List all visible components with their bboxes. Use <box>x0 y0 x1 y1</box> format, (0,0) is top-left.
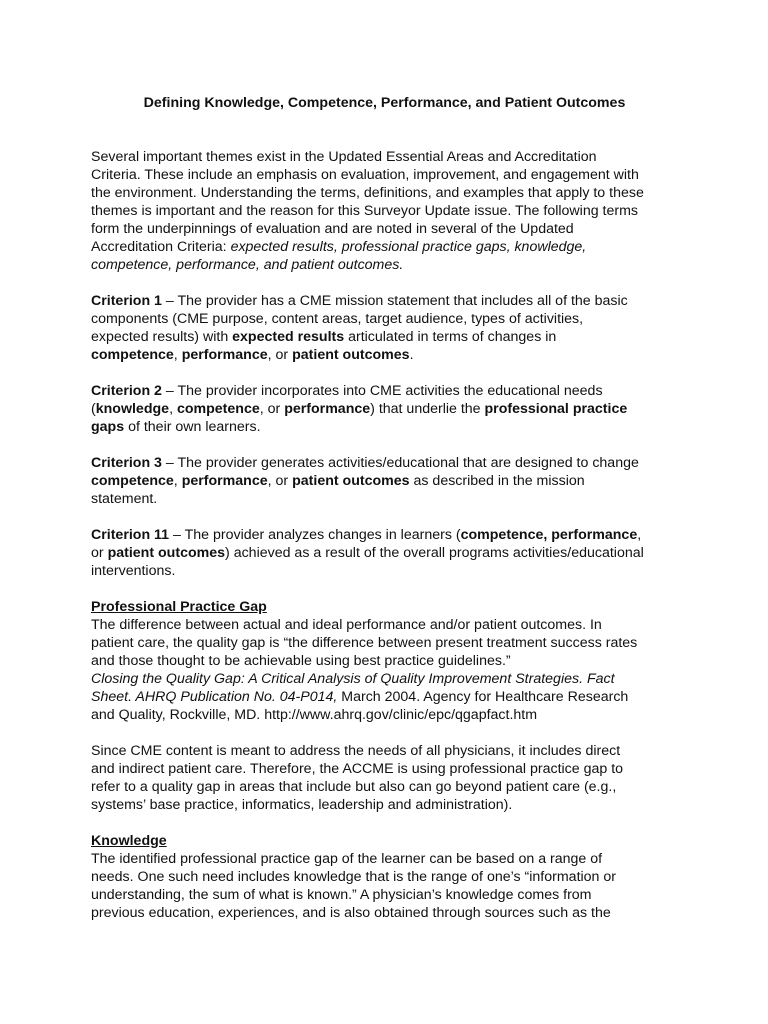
criterion-2-paragraph: Criterion 2 – The provider incorporates into CME activities the educational needs (knowledge, competence, or performance) that underlie the professional practice gaps of their own learners. <box>91 383 628 435</box>
intro-line: form the underpinnings of evaluation and are noted in several of the Updated <box>91 221 574 237</box>
section-heading: Professional Practice Gap <box>91 599 267 615</box>
intro-line: Several important themes exist in the Updated Essential Areas and Accreditation <box>91 149 597 165</box>
citation: Sheet. AHRQ Publication No. 04-P014, March 2004. Agency for Healthcare Research <box>91 689 629 705</box>
section-heading: Knowledge <box>91 833 167 849</box>
criterion-1-paragraph: Criterion 1 – The provider has a CME mission statement that includes all of the basic components (CME purpose, content areas, target audience, types of activities, expected results) with expected results articulated in terms of changes in competence, performance, or patient outcomes. <box>91 293 628 363</box>
criterion-11-paragraph: Criterion 11 – The provider analyzes changes in learners (competence, performance, or patient outcomes) achieved as a result of the overall programs activities/educational interventions. <box>91 527 644 579</box>
intro-text: Accreditation Criteria: <box>91 239 231 255</box>
intro-line <box>91 238 678 256</box>
intro-line <box>91 256 678 274</box>
knowledge-section: Knowledge The identified professional practice gap of the learner can be based on a range of needs. One such need includes knowledge that is the range of one’s “information or understanding, the sum of what is known.” A physician’s knowledge comes from previous education, experiences, and is also obtained through sources such as the <box>91 832 678 922</box>
citation: and Quality, Rockville, MD. http://www.ahrq.gov/clinic/epc/qgapfact.htm <box>91 707 538 723</box>
criterion-11-label: Criterion 11 <box>91 527 170 543</box>
intro-italic-terms: expected results, professional practice gaps, knowledge, <box>230 239 587 255</box>
citation: Closing the Quality Gap: A Critical Analysis of Quality Improvement Strategies. Fact <box>91 671 615 687</box>
criterion-3-paragraph: Criterion 3 – The provider generates activities/educational that are designed to change competence, performance, or patient outcomes as described in the mission statement. <box>91 455 639 507</box>
intro-italic-terms: competence, performance, and patient outcomes. <box>91 257 404 273</box>
cme-content-paragraph: Since CME content is meant to address the needs of all physicians, it includes direct and indirect patient care. Therefore, the ACCME is using professional practice gap to refer to a quality gap in areas that include but also can go beyond patient care (e.g., systems’ base practice, informatics, leadership and administration). <box>91 743 624 813</box>
criterion-1-label: Criterion 1 <box>91 293 162 309</box>
page-title: Defining Knowledge, Competence, Performance, and Patient Outcomes <box>143 95 626 111</box>
criterion-2-label: Criterion 2 <box>91 383 162 399</box>
intro-line: themes is important and the reason for this Surveyor Update issue. The following terms <box>91 203 639 219</box>
intro-paragraph <box>91 148 678 274</box>
intro-line: Criteria. These include an emphasis on evaluation, improvement, and engagement with <box>91 167 639 183</box>
intro-line: the environment. Understanding the terms, definitions, and examples that apply to these <box>91 185 644 201</box>
criterion-3-label: Criterion 3 <box>91 455 162 471</box>
professional-practice-gap-section: Professional Practice Gap The difference between actual and ideal performance and/or patient outcomes. In patient care, the quality gap is “the difference between present treatment success rates and those thought to be achievable using best practice guidelines.” Closing the Quality Gap: A Critical Analysis of Quality Improvement Strategies. Fact Sheet. AHRQ Publication No. 04-P014, March 2004. Agency for Healthcare Research and Quality, Rockville, MD. http://www.ahrq.gov/clinic/epc/qgapfact.htm <box>91 598 678 724</box>
